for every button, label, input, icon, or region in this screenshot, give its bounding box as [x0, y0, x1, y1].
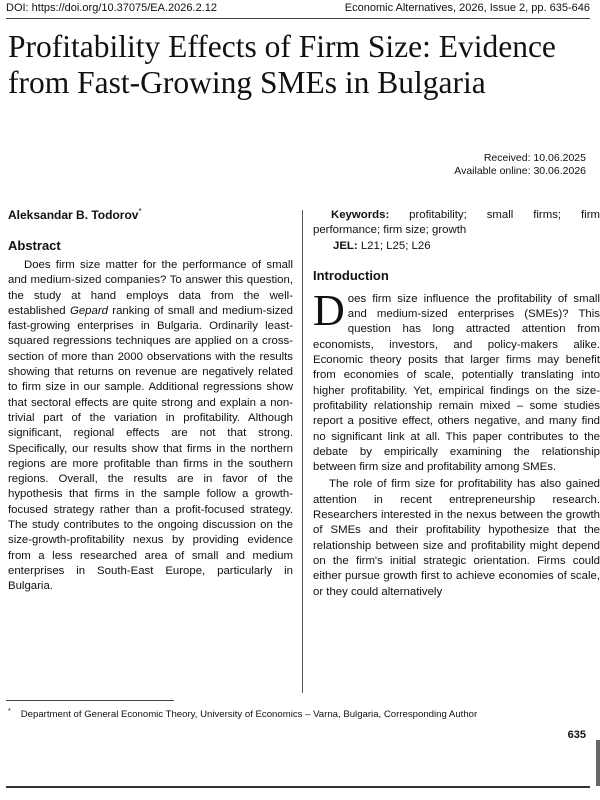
left-column	[8, 238, 293, 595]
introduction-heading: Introduction	[313, 267, 389, 283]
page-edge-marker	[596, 740, 600, 786]
footnote-text: Department of General Economic Theory, University of Economics – Varna, Bulgaria, Corresponding Author	[20, 709, 478, 721]
keywords	[313, 208, 600, 239]
keywords-text: profitability; small firms; firm performance; firm size; growth	[313, 209, 600, 237]
abstract-part-2: ranking of small and medium-sized fast-growing enterprises in Bulgaria. Ordinarily least-squared regressions techniques are applied on a cross-section of more than 2000 observations with the results showing that returns on revenue are negatively related to firm size in our sample. Additional regressions show that sectoral effects are quite strong and explain a non-trivial part of the variation in profitability. Although significant, regional effects are not that strong. Specifically, our results show that firms in the northern regions are more profitable than firms in the southern regions. Overall, the results are in favor of the hypothesis that firms in the sample follow a growth-focused strategy rather than a profit-focused strategy. The study contributes to the ongoing discussion on the size-growth-profitability nexus by providing evidence from a less researched area of small and medium enterprises in South-East Europe, particularly in Bulgaria.	[8, 304, 293, 593]
page-number: 635	[567, 729, 586, 741]
footnote-rule	[6, 700, 174, 701]
footnote-mark: *	[8, 708, 11, 715]
jel-codes	[333, 239, 600, 254]
right-column	[313, 208, 600, 600]
introduction-paragraph-2: The role of firm size for profitability has also gained attention in recent entrepreneurship research. Researchers interested in the nexus between the growth of SMEs and their profitability hypothesize that the relationship between size and profitability might depend on the firm's initial strategic orientation. Firms could either pursue growth first to achieve economies of scale, or they could alternatively	[313, 478, 600, 598]
abstract-body	[8, 258, 293, 595]
author-footnote-mark: *	[138, 207, 142, 216]
journal-info: Economic Alternatives, 2026, Issue 2, pp. 635-646	[344, 2, 590, 14]
introduction-paragraph-1	[313, 285, 600, 476]
abstract-heading: Abstract	[8, 238, 61, 253]
publication-dates	[454, 152, 586, 178]
abstract-part-1: Does firm size matter for the performance of small and medium-sized companies? To answer this question, the study at hand employs data from the well-established	[8, 259, 293, 317]
header-rule	[6, 18, 590, 19]
received-date: Received: 10.06.2025	[483, 152, 586, 164]
available-date: Available online: 30.06.2026	[454, 165, 586, 177]
running-header	[6, 0, 590, 16]
author-line	[8, 207, 142, 222]
author-name: Aleksandar B. Todorov	[8, 208, 139, 222]
paper-title: Profitability Effects of Firm Size: Evidence from Fast-Growing SMEs in Bulgaria	[8, 29, 556, 100]
drop-cap: D	[313, 285, 345, 335]
footnote	[8, 706, 593, 721]
keywords-label: Keywords:	[331, 209, 390, 221]
footer-rule	[6, 786, 590, 788]
abstract-emphasis: Gepard	[69, 304, 108, 317]
introduction-p1-text: oes firm size influence the profitability of small and medium-sized enterprises (SMEs)? This question has long attracted attention from economists, investors, and policy-makers alike. Economic theory posits that larger firms may benefit from economies of scale, potentially translating into higher profitability. Yet, empirical findings on the size-profitability relationship remain mixed – some studies report a positive effect, others negative, and many find no significant link at all. This paper contributes to the debate by empirically examining the relationship between firm size and profitability among SMEs.	[313, 292, 600, 474]
jel-label: JEL:	[333, 239, 358, 252]
jel-text: L21; L25; L26	[357, 239, 431, 252]
doi-text[interactable]: DOI: https://doi.org/10.37075/EA.2026.2.12	[6, 2, 217, 14]
column-divider	[302, 210, 303, 693]
